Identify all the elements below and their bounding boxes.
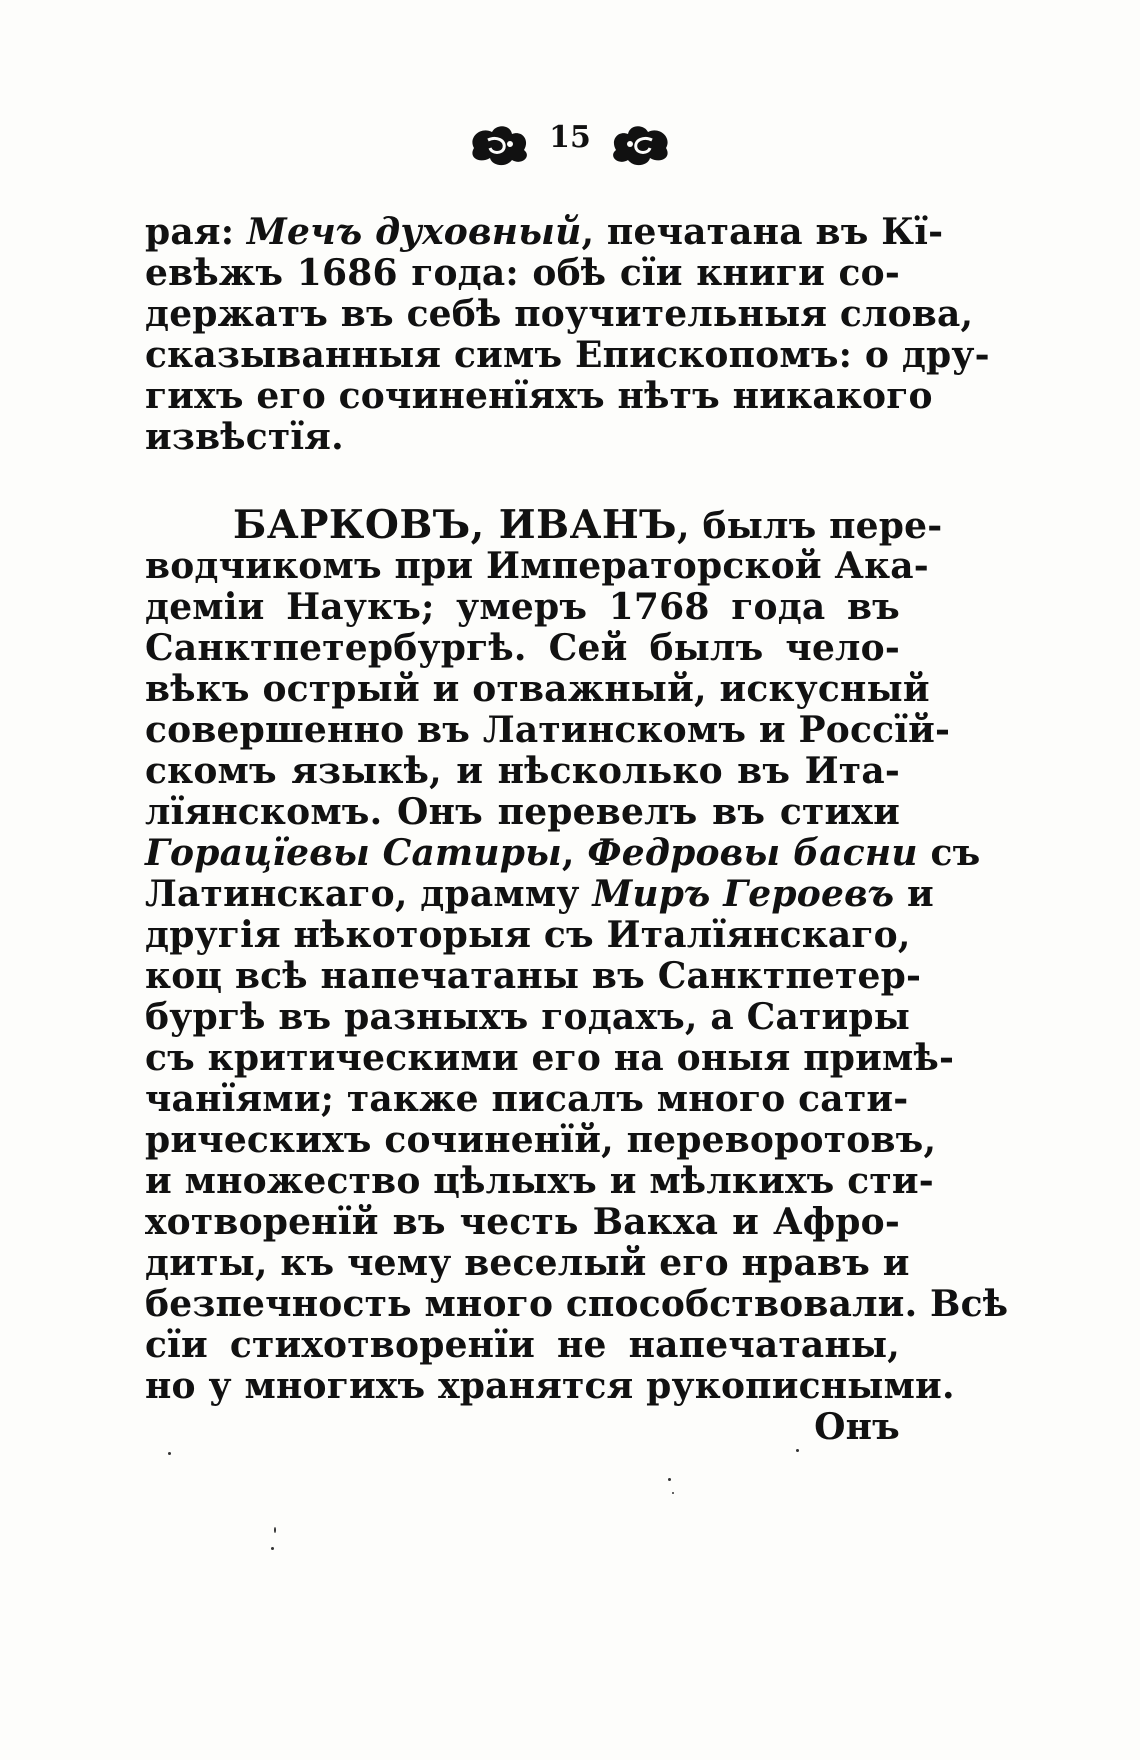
text-line: совершенно въ Латинскомъ и Россїй- [145,709,951,751]
text-line: водчикомъ при Императорской Ака- [145,545,929,587]
text-line: бургѣ въ разныхъ годахъ, а Сатиры [145,996,911,1038]
text-line: скомъ языкѣ, и нѣсколько въ Ита- [145,750,900,792]
fleuron-right-icon [604,118,674,172]
text-line: евѣжъ 1686 года: обѣ сїи книги со- [145,252,900,294]
text-line: лїянскомъ. Онъ перевелъ въ стихи [145,791,900,833]
text-line: вѣкъ острый и отважный, искусный [145,668,930,710]
text-line: но у многихъ хранятся рукописными. [145,1365,955,1407]
text-line: рая: Мечъ духовный, печатана въ Кї- [145,211,944,253]
text-line: чанїями; также писалъ много сати- [145,1078,909,1120]
text-line: Горацїевы Сатиры, Федровы басни съ [145,832,981,874]
text-line: Санктпетербургѣ. Сей былъ чело- [145,627,900,669]
paragraph-continuation [145,211,990,458]
text-line: коц всѣ напечатаны въ Санктпетер- [145,955,922,997]
text-line: диты, къ чему веселый его нравъ и [145,1242,910,1284]
text-line: держатъ въ себѣ поучительныя слова, [145,293,974,335]
text-line: деміи Наукъ; умеръ 1768 года въ [145,586,900,628]
fleuron-left-icon [466,118,536,172]
page-number: 15 [549,119,591,155]
text-line: и множество цѣлыхъ и мѣлкихъ сти- [145,1160,934,1202]
text-line: съ критическими его на оныя примѣ- [145,1037,955,1079]
page-header [0,118,1140,178]
text-line: сїи стихотворенїи не напечатаны, [145,1324,900,1366]
catchword: Онъ [814,1406,900,1448]
text-line: извѣстїя. [145,416,344,458]
entry-name: БАРКОВЪ, ИВАНЪ [233,502,678,548]
text-line: Латинскаго, драмму Миръ Героевъ и [145,873,934,915]
text-line: БАРКОВЪ, ИВАНЪ, былъ пере- [233,502,943,548]
text-line: рическихъ сочиненїй, переворотовъ, [145,1119,937,1161]
text-line: другія нѣкоторыя съ Италїянскаго, [145,914,911,956]
entry-barkov [145,502,1009,1448]
text-line: безпечность много способствовали. Всѣ [145,1283,1009,1325]
text-line: хотворенїй въ честь Вакха и Афро- [145,1201,900,1243]
text-line: гихъ его сочиненїяхъ нѣтъ никакого [145,375,933,417]
text-line: сказыванныя симъ Епископомъ: о дру- [145,334,990,376]
